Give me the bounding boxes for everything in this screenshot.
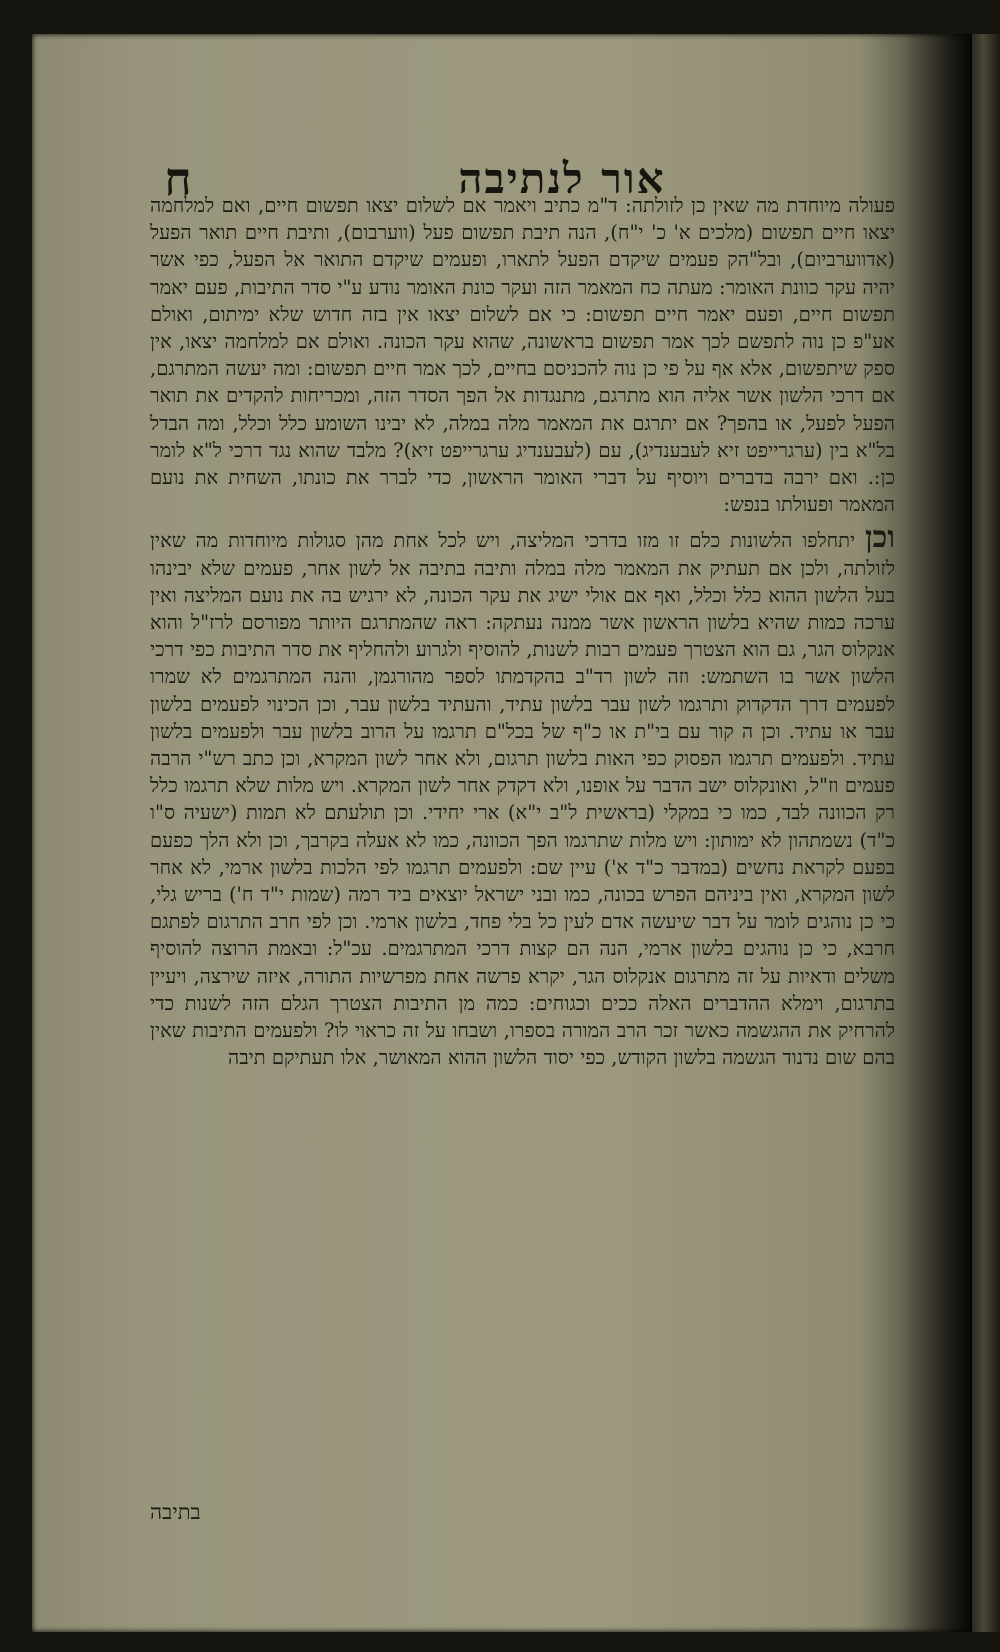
paragraph-2 xyxy=(150,520,896,1071)
paragraph-1 xyxy=(150,192,895,518)
paragraph-2-text: יתחלפו הלשונות כלם זו מזו בדרכי המליצה, ויש לכל אחת מהן סגולות מיוחדות מה שאין לזולתה, ולכן אם תעתיק את המאמר מלה במלה ותיבה בתיבה אל לשון אחר, פעמים שלא יבינהו בעל הלשון ההוא כלל וכלל, ואף אם אולי ישיג את עקר הכונה, לא ירגיש בה את נועם המליצה ואין ערכה כמות שהיא בלשון הראשון אשר ממנה נעתקה: ראה שהמתרגם היותר מפורסם לרז"ל והוא אנקלוס הגר, גם הוא הצטרך פעמים רבות לשנות, להוסיף ולגרוע ולהחליף את סדר התיבות כפי דרכי הלשון אשר בו השתמש: וזה לשון רד"ב בהקדמתו לספר מהורגמן, והנה המתרגמים לא שמרו לפעמים דרך הדקדוק ותרגמו לשון עבר בלשון עתיד, והעתיד בלשון עבר, וכן הכינוי לפעמים בלשון עבר או עתיד. וכן ה קור עם בי"ת או כ"ף של בכל"ם תרגמו על הרוב בלשון עבר ולפעמים בלשון עתיד. ולפעמים תרגמו הפסוק כפי האות בלשון תרגום, ולא אחר לשון המקרא, וכן כתב רש"י הרבה פעמים וז"ל, ואונקלוס ישב הדבר על אופנו, ולא דקדק אחר לשון המקרא. ויש מלות שלא תרגמו כלל רק הכוונה לבד, כמו כי במקלי (בראשית ל"ב י"א) ארי יחידי. וכן תולעתם לא תמות (ישעיה ס"ו כ"ד) נשמתהון לא ימותון: ויש מלות שתרגמו הפך הכוונה, כמו לא אעלה בקרבך, וכן ולא הלך כפעם בפעם לקראת נחשים (במדבר כ"ד א') עיין שם: ולפעמים תרגמו לפי הלכות בלשון ארמי, לא אחר לשון המקרא, ואין ביניהם הפרש בכונה, כמו ובני ישראל יוצאים ביד רמה (שמות י"ד ח') בריש גלי, כי כן נוהגים לומר על דבר שיעשה אדם לעין כל בלי פחד, בלשון ארמי. וכן לפי חרב התרגום לפתגם חרבא, כי כן נוהגים בלשון ארמי, הנה הם קצות דרכי המתרגמים. עכ"ל: ובאמת הרוצה להוסיף משלים ודאיות על זה מתרגום אנקלוס הגר, יקרא פרשה אחת מפרשיות התורה, איזה שירצה, ויעיין בתרגום, וימלא ההדברים האלה ככים וכגוחים: כמה מן התיבות הצטרך הגלם הזה לשנות כדי להרחיק את ההגשמה כאשר זכר הרב המורה בספרו, ושבחו על זה כראוי לו? ולפעמים התיבות שאין בהם שום נדנוד הגשמה בלשון הקודש, כפי יסוד הלשון ההוא המאושר, אלו תעתיקם תיבה xyxy=(150,529,895,1070)
page-gutter-shadow xyxy=(902,34,972,1632)
paragraph-1-text: פעולה מיוחדת מה שאין כן לזולתה: ד"מ כתיב ויאמר אם לשלום יצאו תפשום חיים, ואם למלחמה יצאו חיים תפשום (מלכים א' כ' י"ח), הנה תיבת תפשום פעל (ווערבום), ותיבת חיים תואר הפעל (אדווערביום), ובל"הק פעמים שיקדם הפעל לתארו, ופעמים שיקדם התואר אל הפעל, כפי אשר יהיה עקר כוונת האומר: מעתה כח המאמר הזה ועקר כונת האומר נודע ע"י סדר התיבות, פעם יאמר תפשום חיים, ופעם יאמר חיים תפשום: כי אם לשלום יצאו אין בזה חדוש שלא ימיתום, ואולם אע"פ כן נוה לתפשם לכך אמר תפשום בראשונה, שהוא עקר הכונה. ואולם אם למלחמה יצאו, אין ספק שיתפשום, אלא אף על פי כן נוה להכניסם בחיים, לכך אמר חיים תפשום: ומה יעשה המתרגם, אם דרכי הלשון אשר אליה הוא מתרגם, מתנגדות אל הפך הסדר הזה, ומכריחות להקדים את תואר הפעל לפעל, או בהפך? אם יתרגם את המאמר מלה במלה, לא יבינו השומע כלל וכלל, ומה הבדל בל"א בין (ערגרייפט זיא לעבענדיג), עם (לעבענדיג ערגרייפט זיא)? מלבד שהוא נגד דרכי ל"א לומר כן:. ואם ירבה בדברים ויוסיף על דברי האומר הראשון, כדי לברר את כונתו, השחית את נועם המאמר ופעולתו בנפש: xyxy=(150,194,895,517)
paragraph-2-lead-word: וכן xyxy=(865,520,896,556)
page-title: אור לנתיבה xyxy=(458,154,666,203)
catchword: בתיבה xyxy=(150,1500,201,1524)
page-number-letter: ח xyxy=(164,152,192,206)
body-text xyxy=(150,192,895,1072)
book-spine xyxy=(972,34,1000,1632)
